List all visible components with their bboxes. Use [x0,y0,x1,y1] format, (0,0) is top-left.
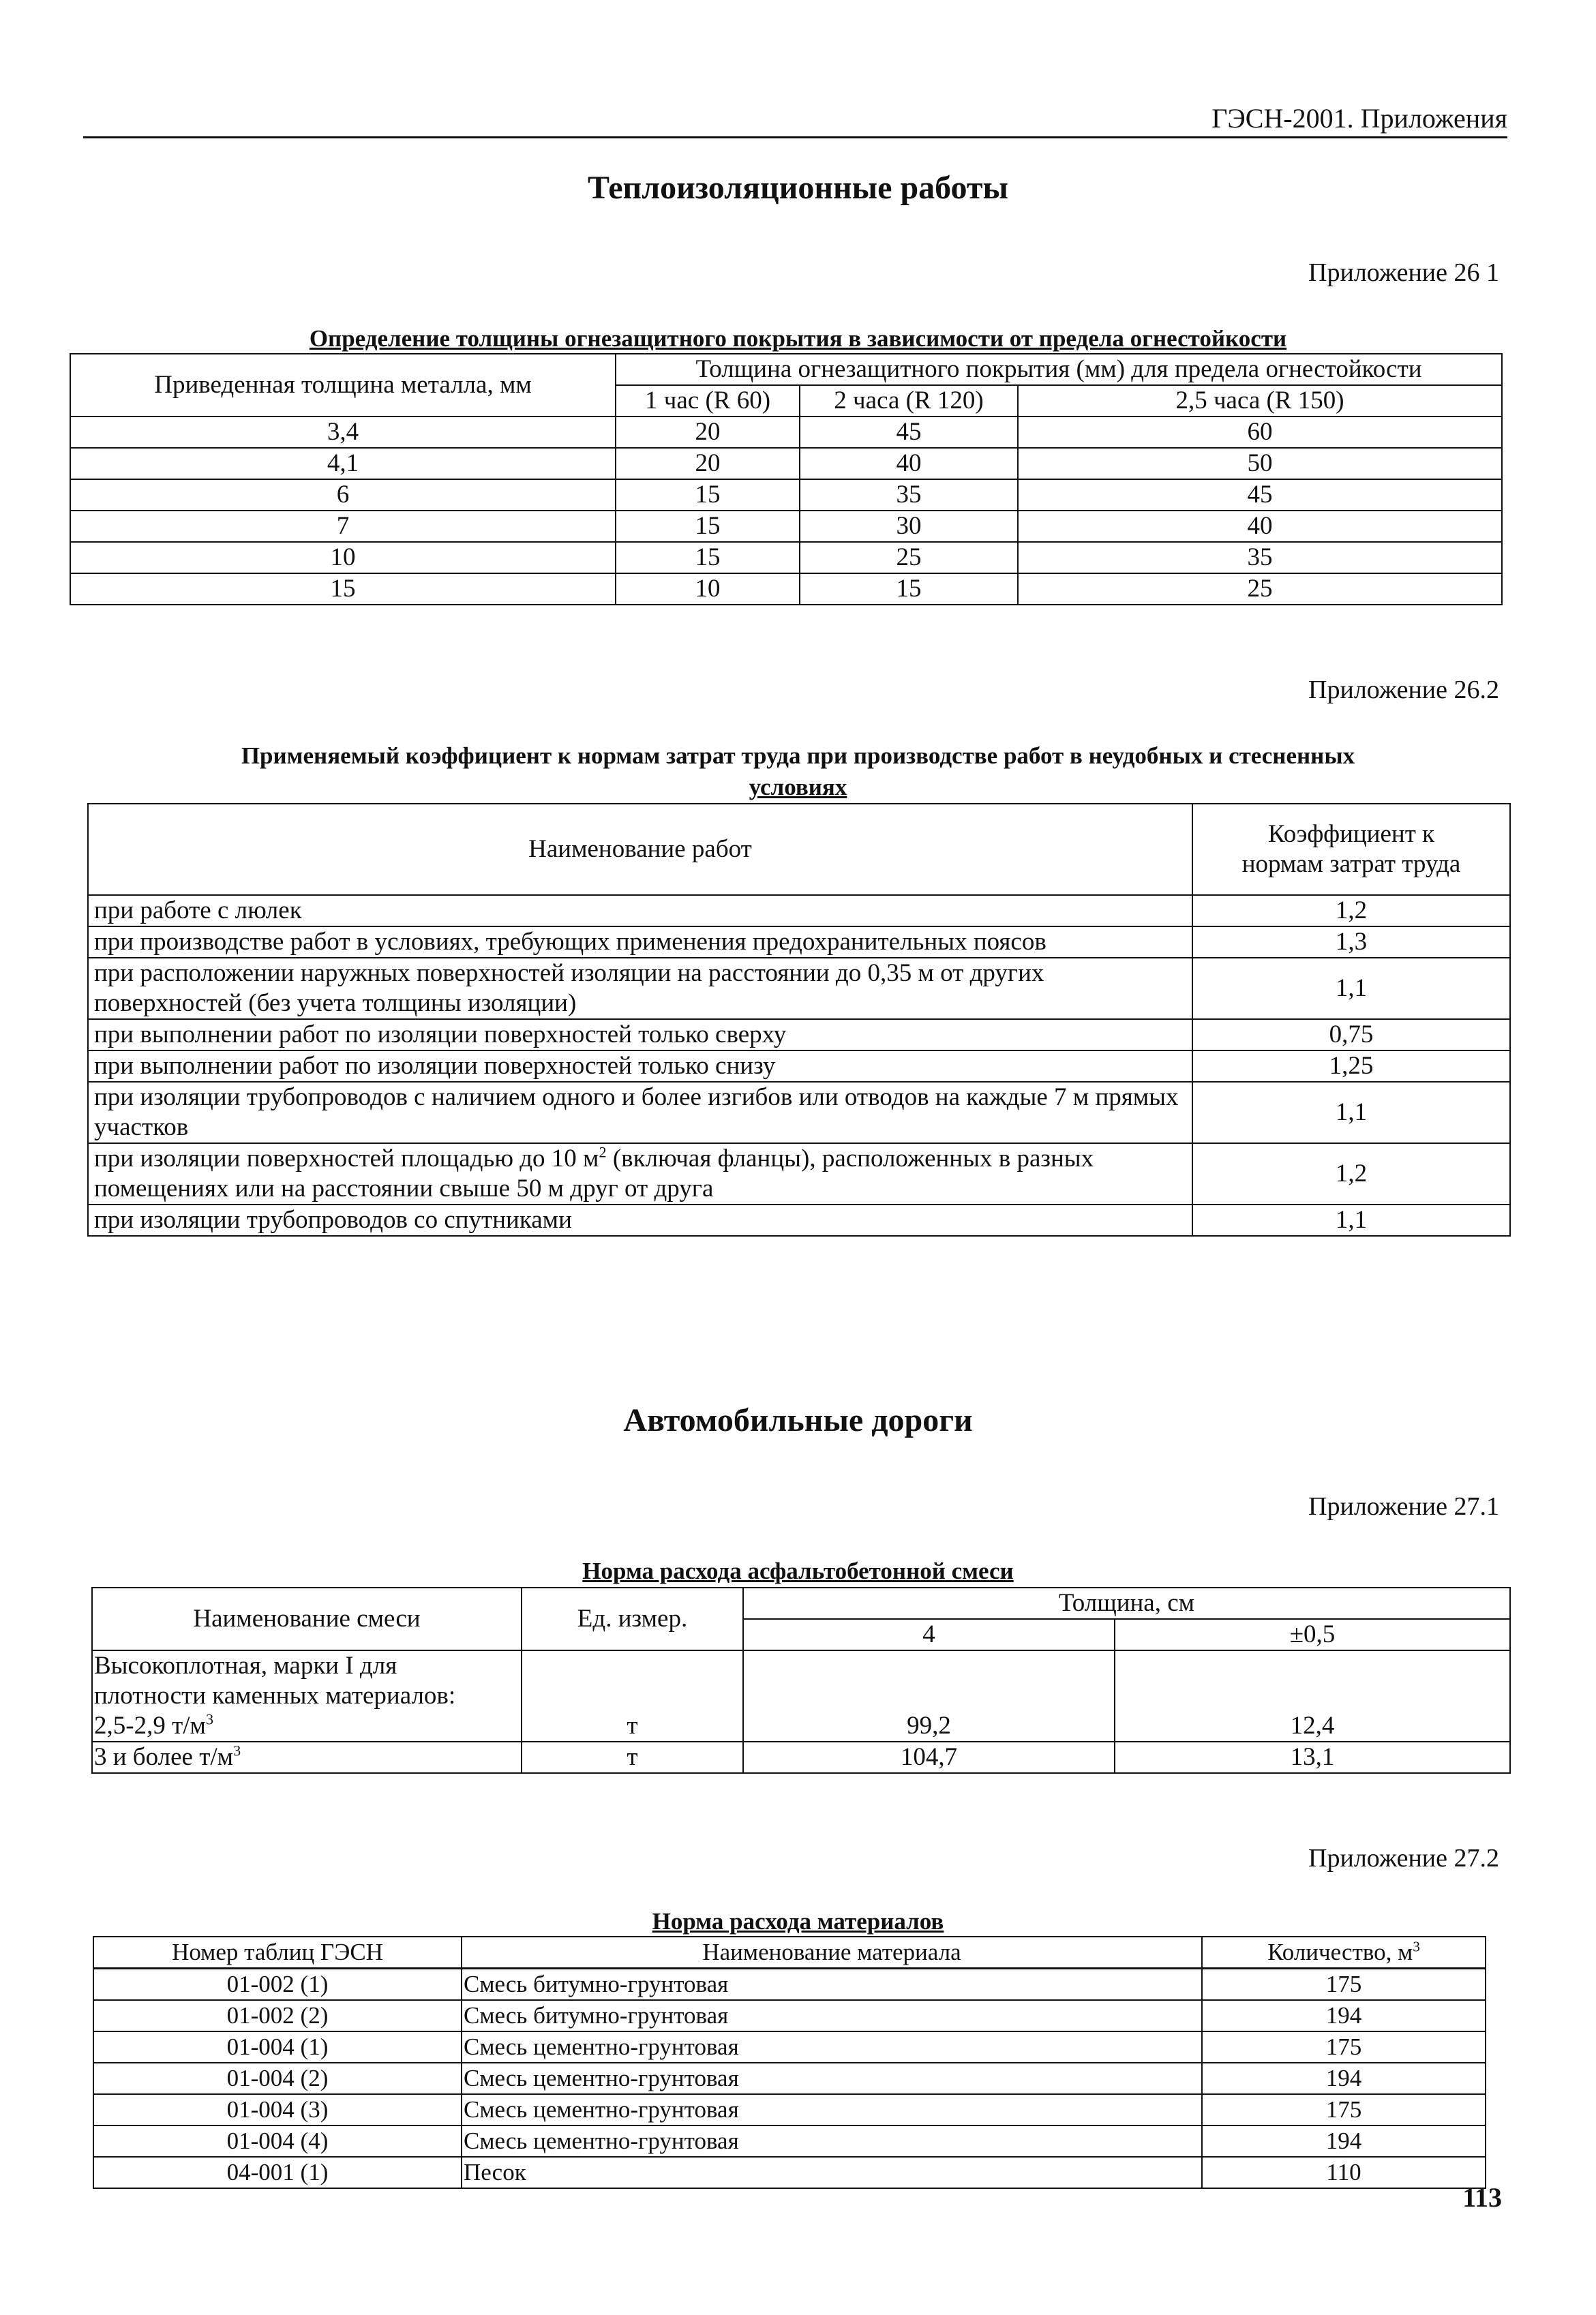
mix-name [92,1742,522,1773]
cell: 15 [616,511,800,542]
cell: 30 [800,511,1018,542]
superscript: 3 [1413,1938,1420,1955]
running-header: ГЭСН-2001. Приложения [1211,103,1507,134]
mix-name [92,1650,522,1742]
cell: 15 [616,479,800,511]
work-name [88,1143,1192,1205]
page-number: 113 [1462,2182,1502,2213]
mix-line-1: Высокоплотная, марки I для [94,1652,397,1680]
cell: 194 [1202,2063,1486,2094]
cell: 45 [1018,479,1502,511]
superscript: 3 [205,1710,214,1728]
cell: 15 [70,573,616,605]
work-name: при изоляции трубопроводов со спутниками [88,1205,1192,1236]
header-coefficient [1192,804,1510,895]
table-row [88,1050,1510,1082]
materials-table [93,1936,1486,2189]
caption-text: Определение толщины огнезащитного покрытия в зависимости от предела огнестойкости [309,325,1287,352]
header-coef-line-1: Коэффициент к [1267,820,1435,848]
table-row [70,479,1502,511]
value-05: 12,4 [1115,1650,1510,1742]
cell: 50 [1018,448,1502,479]
cell: 110 [1202,2157,1486,2188]
cell: 194 [1202,2000,1486,2031]
cell: 175 [1202,2094,1486,2125]
table-row [93,1969,1486,2001]
cell: 4,1 [70,448,616,479]
header-material-name: Наименование материала [462,1937,1202,1969]
header-r150: 2,5 часа (R 150) [1018,385,1502,417]
table-caption-27-2 [68,1906,1528,1937]
table-row [88,1205,1510,1236]
table-row [93,2063,1486,2094]
table-row [88,1019,1510,1050]
cell: Смесь битумно-грунтовая [462,1969,1202,2001]
coefficient: 1,1 [1192,1205,1510,1236]
header-coating-thickness: Толщина огнезащитного покрытия (мм) для предела огнестойкости [616,354,1502,385]
cell: 20 [616,448,800,479]
appendix-label-27-1: Приложение 27.1 [1308,1492,1499,1521]
cell: 7 [70,511,616,542]
section-title-insulation: Теплоизоляционные работы [588,170,1008,206]
caption-line-1: Применяемый коэффициент к нормам затрат труда при производстве работ в неудобных и стесненных [241,742,1355,769]
table-row [88,958,1510,1019]
work-name: при выполнении работ по изоляции поверхностей только снизу [88,1050,1192,1082]
caption-text: Норма расхода асфальтобетонной смеси [582,1558,1014,1584]
header-table-number: Номер таблиц ГЭСН [93,1937,462,1969]
appendix-label-27-2: Приложение 27.2 [1308,1844,1499,1873]
superscript: 2 [599,1143,607,1161]
cell: 6 [70,479,616,511]
header-metal-thickness: Приведенная толщина металла, мм [70,354,616,417]
table-row [70,573,1502,605]
header-work-name: Наименование работ [88,804,1192,895]
cell: 35 [800,479,1018,511]
cell: 35 [1018,542,1502,573]
work-name-part-2: (включая фланцы), расположенных в разных помещениях или на расстоянии свыше 50 м друг от друга [94,1145,1094,1202]
cell: 20 [616,417,800,448]
table-row [70,511,1502,542]
unit: т [522,1742,743,1773]
cell: Смесь битумно-грунтовая [462,2000,1202,2031]
work-name: при изоляции трубопроводов с наличием одного и более изгибов или отводов на каждые 7 м прямых участков [88,1082,1192,1143]
header-r120: 2 часа (R 120) [800,385,1018,417]
cell: 3,4 [70,417,616,448]
cell: 60 [1018,417,1502,448]
cell: 01-002 (1) [93,1969,462,2001]
coefficient: 0,75 [1192,1019,1510,1050]
mix-density-1: 2,5-2,9 т/м [94,1712,206,1740]
coefficient: 1,25 [1192,1050,1510,1082]
appendix-label-26-2: Приложение 26.2 [1308,676,1499,704]
cell: 10 [70,542,616,573]
coefficient: 1,2 [1192,895,1510,926]
header-r60: 1 час (R 60) [616,385,800,417]
table-row [93,2157,1486,2188]
section-title-roads: Автомобильные дороги [623,1402,973,1438]
cell: 175 [1202,1969,1486,2001]
cell: Песок [462,2157,1202,2188]
work-name: при производстве работ в условиях, требующих применения предохранительных поясов [88,926,1192,958]
cell: Смесь цементно-грунтовая [462,2094,1202,2125]
work-name: при выполнении работ по изоляции поверхностей только сверху [88,1019,1192,1050]
cell: 45 [800,417,1018,448]
table-row [88,1082,1510,1143]
value-4: 104,7 [743,1742,1115,1773]
cell: 01-004 (4) [93,2125,462,2157]
table-row [70,448,1502,479]
table-row [93,2094,1486,2125]
cell: 01-004 (1) [93,2031,462,2063]
table-row [93,2031,1486,2063]
cell: Смесь цементно-грунтовая [462,2125,1202,2157]
header-thickness: Толщина, см [743,1588,1510,1619]
table-caption-26-1 [68,323,1528,354]
table-row [93,2000,1486,2031]
table-caption-26-2 [68,740,1528,803]
superscript: 3 [233,1742,241,1759]
cell: 10 [616,573,800,605]
mix-density-2: 3 и более т/м [94,1743,234,1771]
cell: 40 [800,448,1018,479]
labor-coefficient-table [87,803,1511,1237]
header-rule [83,136,1507,138]
header-coef-line-2: нормам затрат труда [1241,850,1461,878]
caption-text: Норма расхода материалов [652,1908,944,1935]
table-row [93,2125,1486,2157]
coefficient: 1,2 [1192,1143,1510,1205]
table-row [88,926,1510,958]
table-caption-27-1 [68,1556,1528,1587]
coefficient: 1,1 [1192,1082,1510,1143]
table-row [92,1742,1510,1773]
cell: 01-004 (3) [93,2094,462,2125]
cell: 175 [1202,2031,1486,2063]
work-name-part-1: при изоляции поверхностей площадью до 10 м [94,1145,599,1172]
table-row [70,542,1502,573]
cell: 25 [800,542,1018,573]
work-name: при работе с люлек [88,895,1192,926]
work-name: при расположении наружных поверхностей изоляции на расстоянии до 0,35 м от других поверхностей (без учета толщины изоляции) [88,958,1192,1019]
appendix-label-26-1: Приложение 26 1 [1308,258,1499,287]
caption-line-2: условиях [749,774,847,800]
cell: 40 [1018,511,1502,542]
asphalt-mix-table [91,1587,1511,1774]
cell: Смесь цементно-грунтовая [462,2063,1202,2094]
value-05: 13,1 [1115,1742,1510,1773]
header-mix-name: Наименование смеси [92,1588,522,1650]
table-row [92,1650,1510,1742]
cell: Смесь цементно-грунтовая [462,2031,1202,2063]
cell: 01-002 (2) [93,2000,462,2031]
table-row [88,1143,1510,1205]
header-thickness-4: 4 [743,1619,1115,1650]
cell: 04-001 (1) [93,2157,462,2188]
mix-line-2: плотности каменных материалов: [94,1682,456,1710]
header-thickness-05: ±0,5 [1115,1619,1510,1650]
coefficient: 1,3 [1192,926,1510,958]
coefficient: 1,1 [1192,958,1510,1019]
cell: 194 [1202,2125,1486,2157]
cell: 25 [1018,573,1502,605]
cell: 15 [616,542,800,573]
unit: т [522,1650,743,1742]
table-row [88,895,1510,926]
cell: 01-004 (2) [93,2063,462,2094]
cell: 15 [800,573,1018,605]
header-quantity-text: Количество, м [1267,1939,1413,1965]
header-unit: Ед. измер. [522,1588,743,1650]
value-4: 99,2 [743,1650,1115,1742]
header-quantity [1202,1937,1486,1969]
fire-protection-table [70,353,1503,605]
table-row [70,417,1502,448]
